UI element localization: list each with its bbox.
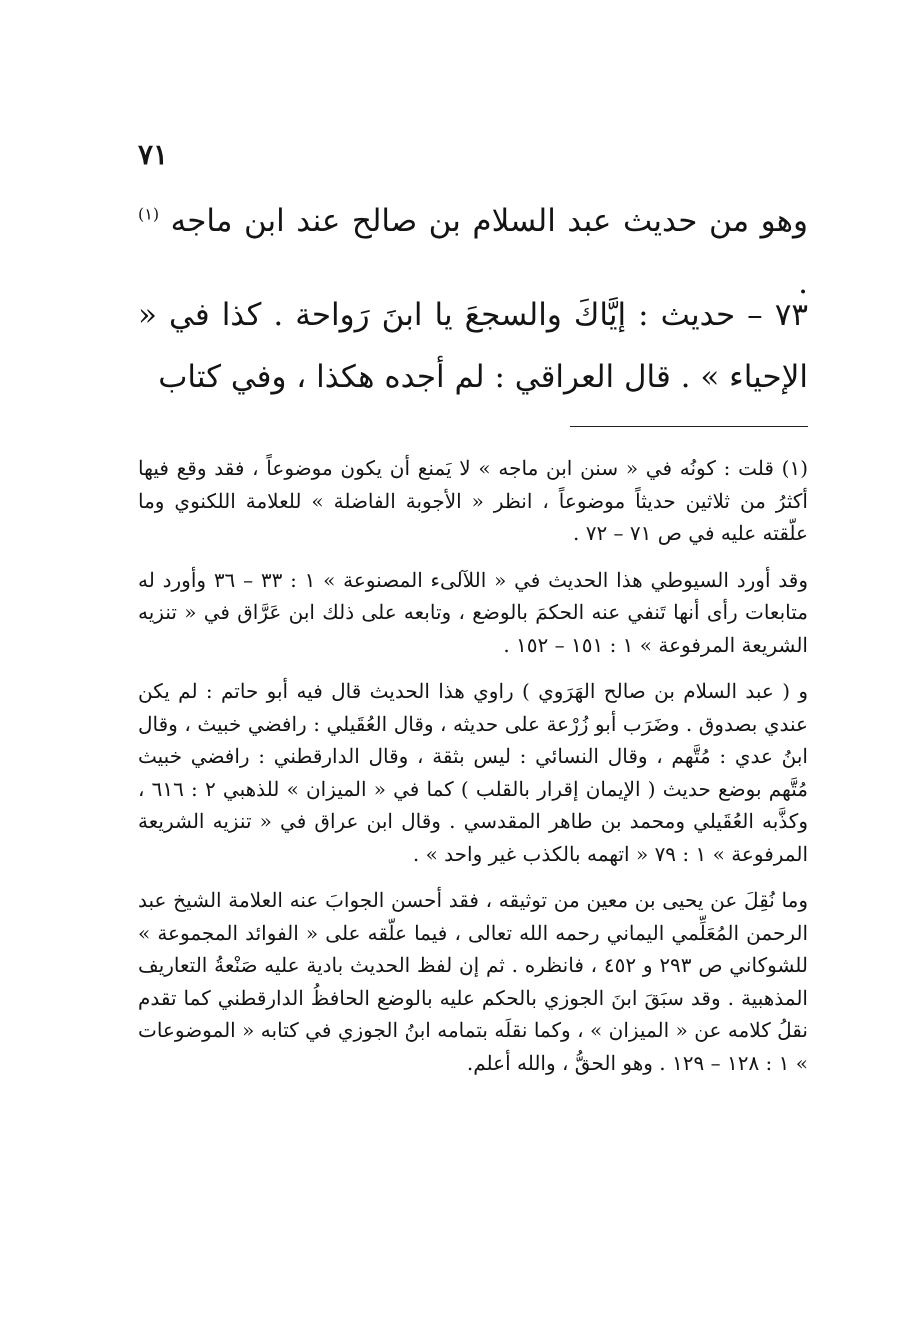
- footnote-paragraph: (١) قلت : كونُه في « سنن ابن ماجه » لا يَمنع أن يكون موضوعاً ، فقد وقع فيها أكثرُ من ثلاثين حديثاً موضوعاً ، انظر « الأجوبة الفاضلة » للعلامة اللكنوي وما علّقته عليه في ص ٧١ – ٧٢ .: [138, 456, 808, 545]
- footnote-separator: [570, 426, 808, 427]
- page-number: ٧١: [138, 138, 169, 171]
- main-line-end: .: [798, 265, 808, 301]
- hadith-text: ٧٣ – حديث : إيَّاكَ والسجعَ يا ابنَ رَواحة . كذا في « الإحياء » . قال العراقي : لم أجده هكذا ، وفي كتاب: [138, 297, 808, 395]
- footnote-paragraph: و ( عبد السلام بن صالح الهَرَوي ) راوي هذا الحديث قال فيه أبو حاتم : لم يكن عندي بصدوق . وضَرَب أبو زُرْعة على حديثه ، وقال العُقَيلي : رافضي خبيث ، وقال ابنُ عدي : مُتَّهم ، وقال النسائي : ليس بثقة ، وقال الدارقطني : رافضي خبيث مُتَّهم بوضع حديث ( الإيمان إقرار بالقلب ) كما في « الميزان » للذهبي ٢ : ٦١٦ ، وكذَّبه العُقَيلي ومحمد بن طاهر المقدسي . وقال ابن عراق في « تنزيه الشريعة المرفوعة » ١ : ٧٩ « اتهمه بالكذب غير واحد » .: [138, 679, 808, 866]
- footnotes-section: [138, 452, 808, 1093]
- footnote-paragraph: وقد أورد السيوطي هذا الحديث في « اللآلىء المصنوعة » ١ : ٣٣ – ٣٦ وأورد له متابعات رأى أنها تَنفي عنه الحكمَ بالوضع ، وتابعه على ذلك ابن عَرَّاق في « تنزيه الشريعة المرفوعة » ١ : ١٥١ – ١٥٢ .: [138, 567, 809, 657]
- main-line-text: وهو من حديث عبد السلام بن صالح عند ابن ماجه: [170, 203, 808, 239]
- footnote-paragraph: وما نُقِلَ عن يحيى بن معين من توثيقه ، فقد أحسن الجوابَ عنه العلامة الشيخ عبد الرحمن المُعَلِّمي اليماني رحمه الله تعالى ، فيما علّقه على « الفوائد المجموعة » للشوكاني ص ٢٩٣ و ٤٥٢ ، فانظره . ثم إن لفظ الحديث بادية عليه صَنْعةُ التعاريف المذهبية . وقد سبَقَ ابنَ الجوزي بالحكم عليه بالوضع الحافظُ الدارقطني كما تقدم نقلُ كلامه عن « الميزان » ، وكما نقلَه بتمامه ابنُ الجوزي في كتابه « الموضوعات » ١ : ١٢٨ – ١٢٩ . وهو الحقُّ ، والله أعلم.: [138, 888, 808, 1075]
- hadith-entry: [138, 284, 808, 408]
- footnote-reference: (١): [138, 204, 160, 224]
